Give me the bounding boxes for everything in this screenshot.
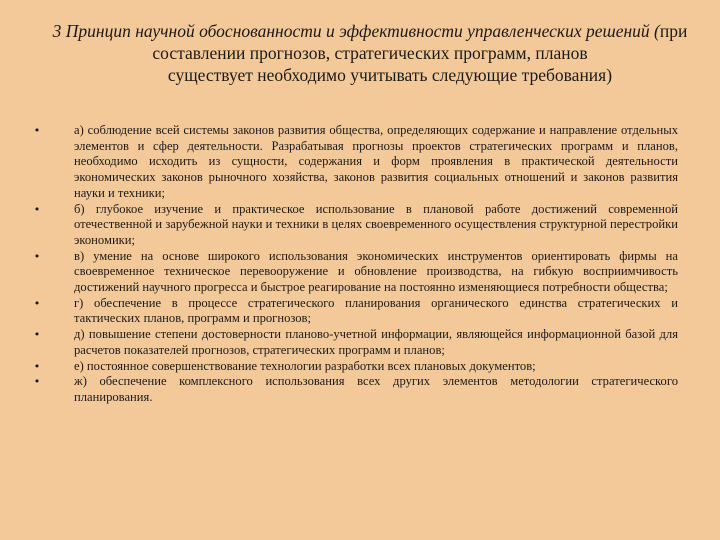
bullet-icon: • xyxy=(33,375,41,389)
bullet-icon: • xyxy=(33,249,41,263)
list-item-text: г) обеспечение в процессе стратегического планирования органического единства стратегических и тактических планов, программ и прогнозов; xyxy=(74,295,678,326)
list-item-text: а) соблюдение всей системы законов развития общества, определяющих содержание и направление отдельных элементов и сфер деятельности. Разрабатывая прогнозы проектов стратегических программ и планов, необходимо исходить из сущности, содержания и форм проявления в практической деятельности экономических законов рыночного хозяйства, законов развития социальных отношений и законов развития науки и техники; xyxy=(74,123,678,200)
title-italic-part: 3 Принцип научной обоснованности и эффективности управленческих решений ( xyxy=(52,21,660,41)
title-regular-part: при составлении прогнозов, стратегических программ, планов xyxy=(152,21,688,63)
list-item xyxy=(30,249,678,296)
list-item xyxy=(30,374,678,405)
title-line-3: существует необходимо учитывать следующие требования) xyxy=(167,65,613,85)
requirements-list xyxy=(30,123,678,406)
list-item-text: ж) обеспечение комплексного использования всех других элементов методологии стратегического планирования. xyxy=(74,374,678,404)
list-item xyxy=(30,123,678,202)
list-item xyxy=(30,359,678,375)
bullet-icon: • xyxy=(33,202,41,216)
slide-title xyxy=(40,20,700,86)
bullet-icon: • xyxy=(33,124,41,137)
bullet-icon: • xyxy=(33,328,41,342)
list-item-text: е) постоянное совершенствование технологии разработки всех плановых документов; xyxy=(74,358,536,373)
list-item-text: д) повышение степени достоверности планово-учетной информации, являющейся информационной базой для расчетов показателей прогнозов, стратегических программ и планов; xyxy=(74,327,678,357)
list-item xyxy=(30,327,678,358)
list-item-text: в) умение на основе широкого использования экономических инструментов ориентировать фирмы на своевременное техническое перевооружение и обновление производства, на гибкую восприимчивость достижений научного прогресса и быстрое реагирование на постоянно изменяющиеся потребности общества; xyxy=(74,248,678,295)
list-item xyxy=(30,202,678,249)
list-item-text: б) глубокое изучение и практическое использование в плановой работе достижений современной отечественной и зарубежной науки и техники в целях своевременного осуществления структурной перестройки экономики; xyxy=(74,201,678,247)
bullet-icon: • xyxy=(33,296,41,310)
list-item xyxy=(30,296,678,327)
bullet-icon: • xyxy=(33,359,41,373)
